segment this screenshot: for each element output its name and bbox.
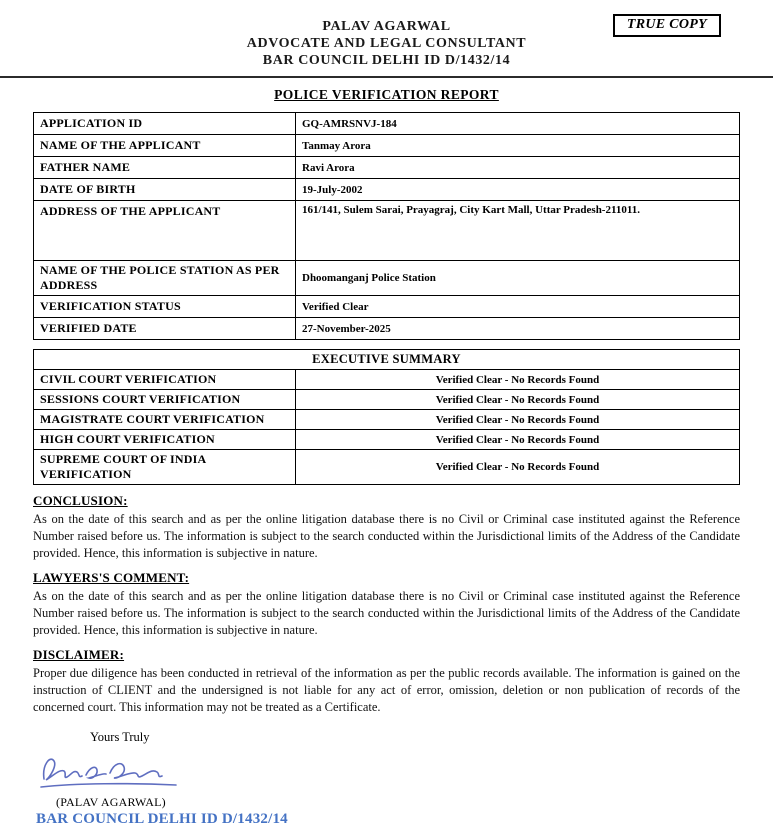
table-row xyxy=(34,390,740,410)
field-label: NAME OF THE APPLICANT xyxy=(34,135,296,157)
field-value: Dhoomanganj Police Station xyxy=(296,261,740,296)
table-row xyxy=(34,157,740,179)
field-value: 27-November-2025 xyxy=(296,318,740,340)
bar-council-footer: BAR COUNCIL DELHI ID D/1432/14 xyxy=(36,811,288,827)
handwritten-signature xyxy=(36,749,773,795)
table-row xyxy=(34,430,740,450)
lawyers-comment-section xyxy=(33,570,740,639)
letterhead xyxy=(0,14,773,69)
table-row xyxy=(34,450,740,485)
field-value: Verified Clear - No Records Found xyxy=(296,370,740,390)
field-value: Verified Clear - No Records Found xyxy=(296,410,740,430)
field-label: FATHER NAME xyxy=(34,157,296,179)
section-heading: DISCLAIMER: xyxy=(33,647,125,662)
report-title: POLICE VERIFICATION REPORT xyxy=(274,87,499,102)
field-label: DATE OF BIRTH xyxy=(34,179,296,201)
field-value: Verified Clear - No Records Found xyxy=(296,430,740,450)
header-divider xyxy=(0,76,773,78)
table-row xyxy=(34,135,740,157)
field-label: HIGH COURT VERIFICATION xyxy=(34,430,296,450)
field-label: SESSIONS COURT VERIFICATION xyxy=(34,390,296,410)
field-label: VERIFICATION STATUS xyxy=(34,296,296,318)
field-value: GQ-AMRSNVJ-184 xyxy=(296,113,740,135)
executive-summary-title: EXECUTIVE SUMMARY xyxy=(34,350,740,370)
table-row xyxy=(34,113,740,135)
section-body: As on the date of this search and as per the online litigation database there is no Civil or Criminal case instituted against the Reference Number raised before us. The information is subject to the search conducted within the Jurisdictional limits of the Address of the Candidate provided. Hence, this information is subjective in nature. xyxy=(33,589,740,637)
table-row xyxy=(34,296,740,318)
bar-council-id: BAR COUNCIL DELHI ID D/1432/14 xyxy=(262,53,511,68)
table-row xyxy=(34,410,740,430)
section-heading: LAWYERS'S COMMENT: xyxy=(33,570,190,585)
applicant-details-table xyxy=(33,112,740,340)
field-value: Ravi Arora xyxy=(296,157,740,179)
field-label: VERIFIED DATE xyxy=(34,318,296,340)
advocate-title: ADVOCATE AND LEGAL CONSULTANT xyxy=(246,36,527,51)
field-label: APPLICATION ID xyxy=(34,113,296,135)
section-heading: CONCLUSION: xyxy=(33,493,128,508)
field-label: MAGISTRATE COURT VERIFICATION xyxy=(34,410,296,430)
true-copy-stamp: TRUE COPY xyxy=(613,14,721,37)
field-label: SUPREME COURT OF INDIA VERIFICATION xyxy=(34,450,296,485)
field-value: Verified Clear - No Records Found xyxy=(296,450,740,485)
field-value: Tanmay Arora xyxy=(296,135,740,157)
signature-ink-icon xyxy=(36,749,186,795)
table-row xyxy=(34,261,740,296)
field-value: Verified Clear xyxy=(296,296,740,318)
signed-name: (PALAV AGARWAL) xyxy=(56,795,166,809)
table-header-row xyxy=(34,350,740,370)
advocate-name: PALAV AGARWAL xyxy=(322,19,451,34)
field-label: CIVIL COURT VERIFICATION xyxy=(34,370,296,390)
disclaimer-section xyxy=(33,647,740,716)
section-body: As on the date of this search and as per the online litigation database there is no Civil or Criminal case instituted against the Reference Number raised before us. The information is subject to the search conducted within the Jurisdictional limits of the Address of the Candidate provided. Hence, this information is subjective in nature. xyxy=(33,512,740,560)
field-label: NAME OF THE POLICE STATION AS PER ADDRESS xyxy=(34,261,296,296)
field-value: Verified Clear - No Records Found xyxy=(296,390,740,410)
field-value: 161/141, Sulem Sarai, Prayagraj, City Kart Mall, Uttar Pradesh-211011. xyxy=(296,201,740,261)
closing-salutation: Yours Truly xyxy=(90,730,150,744)
table-row xyxy=(34,370,740,390)
table-row xyxy=(34,179,740,201)
executive-summary-table xyxy=(33,349,740,485)
table-row xyxy=(34,318,740,340)
table-row xyxy=(34,201,740,261)
section-body: Proper due diligence has been conducted in retrieval of the information as per the public records available. The information is gained on the instruction of CLIENT and the undersigned is not liable for any act of error, omission, deletion or non publication of records of the concerned court. This information may not be treated as a Certificate. xyxy=(33,666,740,714)
field-label: ADDRESS OF THE APPLICANT xyxy=(34,201,296,261)
text-sections xyxy=(33,493,740,716)
field-value: 19-July-2002 xyxy=(296,179,740,201)
conclusion-section xyxy=(33,493,740,562)
